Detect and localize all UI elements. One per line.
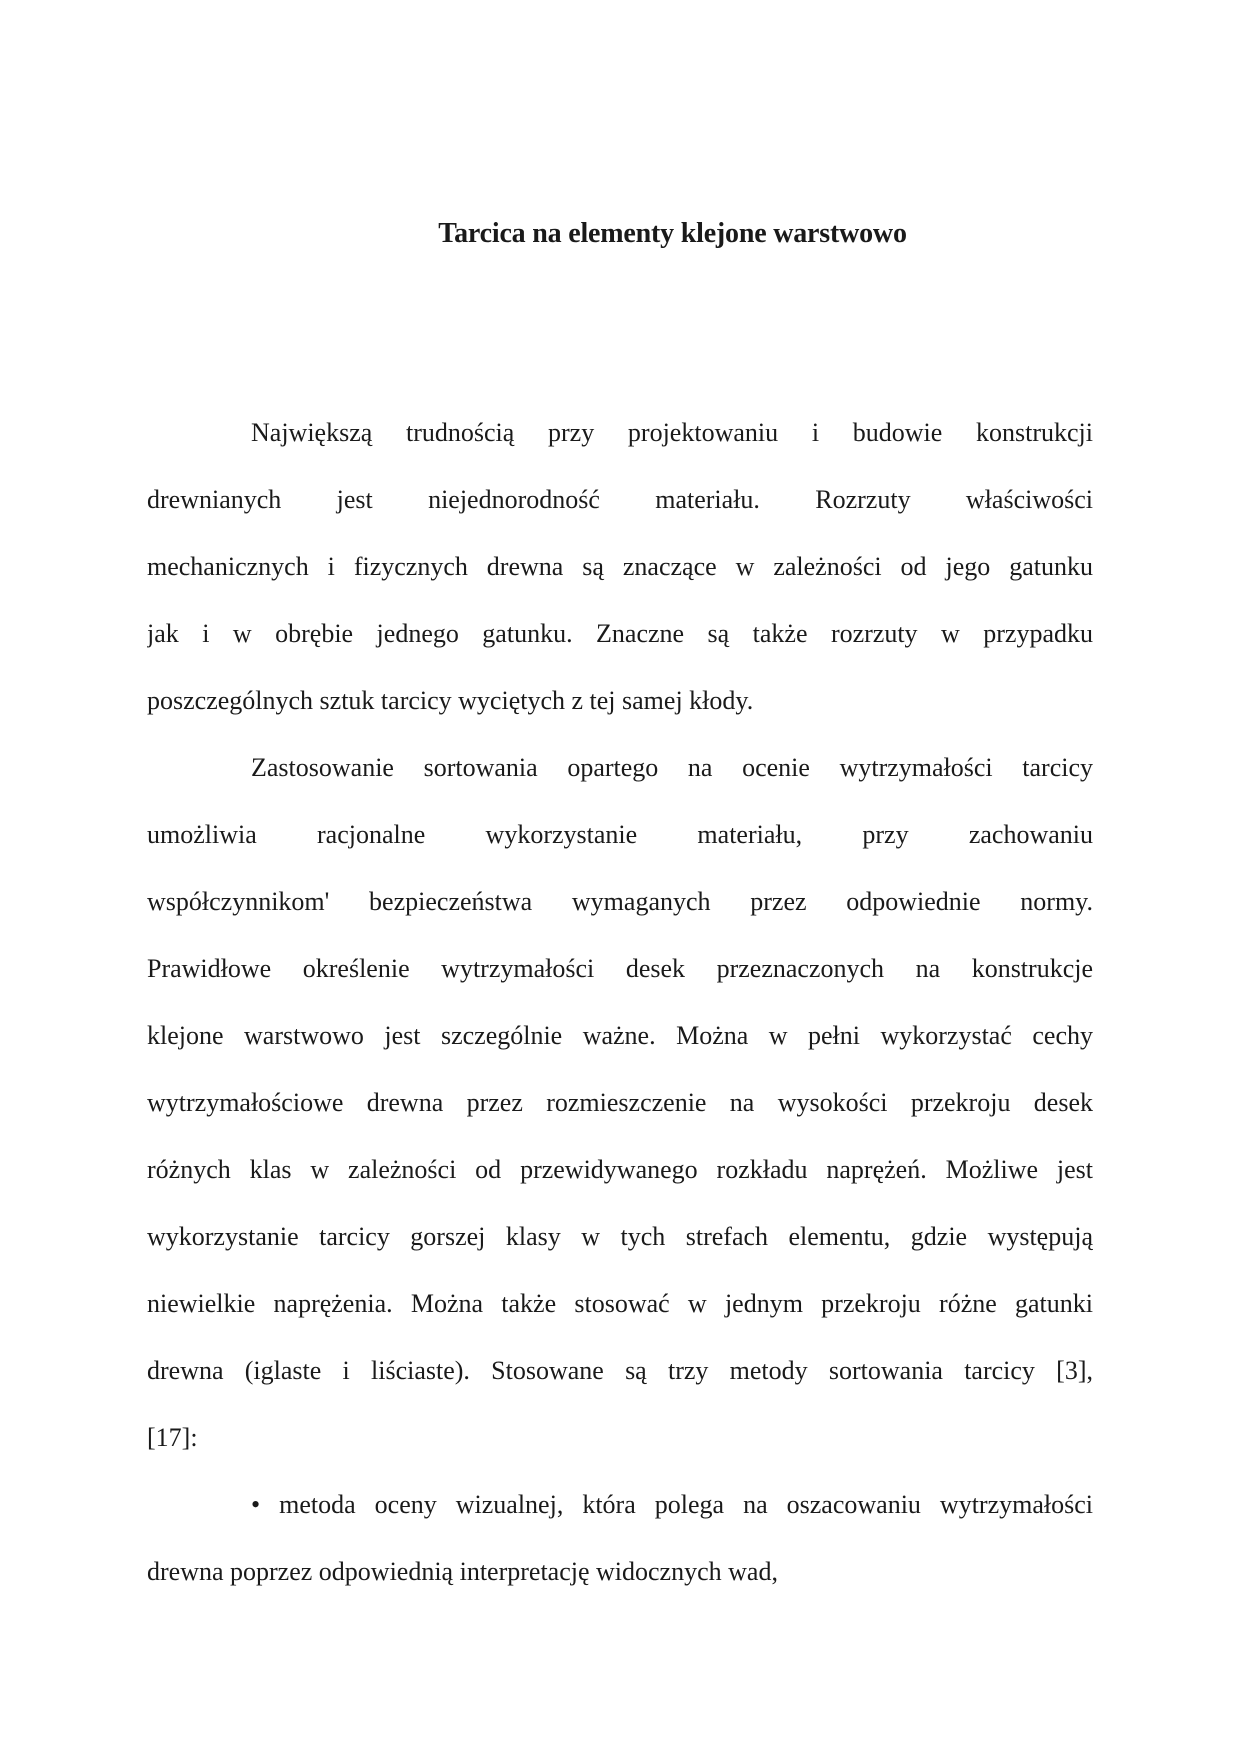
bullet-line: • metoda oceny wizualnej, która polega na oszacowaniu wytrzymałości xyxy=(251,1490,1093,1519)
text-line: mechanicznych i fizycznych drewna są znaczące w zależności od jego gatunku xyxy=(147,552,1093,581)
text-line: drewnianych jest niejednorodność materiału. Rozrzuty właściwości xyxy=(147,485,1093,514)
text-line: klejone warstwowo jest szczególnie ważne. Można w pełni wykorzystać cechy xyxy=(147,1021,1093,1050)
text-line: wykorzystanie tarcicy gorszej klasy w tych strefach elementu, gdzie występują xyxy=(147,1222,1093,1251)
text-line: drewna (iglaste i liściaste). Stosowane są trzy metody sortowania tarcicy [3], xyxy=(147,1356,1093,1385)
text-line: poszczególnych sztuk tarcicy wyciętych z tej samej kłody. xyxy=(147,686,754,715)
text-line: różnych klas w zależności od przewidywanego rozkładu naprężeń. Możliwe jest xyxy=(147,1155,1093,1184)
text-line: współczynnikom' bezpieczeństwa wymaganych przez odpowiednie normy. xyxy=(147,887,1093,916)
text-line: wytrzymałościowe drewna przez rozmieszczenie na wysokości przekroju desek xyxy=(147,1088,1093,1117)
text-line: Największą trudnością przy projektowaniu i budowie konstrukcji xyxy=(251,418,1093,447)
document-body xyxy=(147,399,1093,1605)
text-line: Prawidłowe określenie wytrzymałości desek przeznaczonych na konstrukcje xyxy=(147,954,1093,983)
text-line: niewielkie naprężenia. Można także stosować w jednym przekroju różne gatunki xyxy=(147,1289,1093,1318)
text-line: jak i w obrębie jednego gatunku. Znaczne są także rozrzuty w przypadku xyxy=(147,619,1093,648)
text-line: Zastosowanie sortowania opartego na ocenie wytrzymałości tarcicy xyxy=(251,753,1093,782)
document-title: Tarcica na elementy klejone warstwowo xyxy=(438,218,907,249)
text-line: drewna poprzez odpowiednią interpretację widocznych wad, xyxy=(147,1557,778,1586)
text-line: umożliwia racjonalne wykorzystanie materiału, przy zachowaniu xyxy=(147,820,1093,849)
text-line: [17]: xyxy=(147,1423,198,1452)
